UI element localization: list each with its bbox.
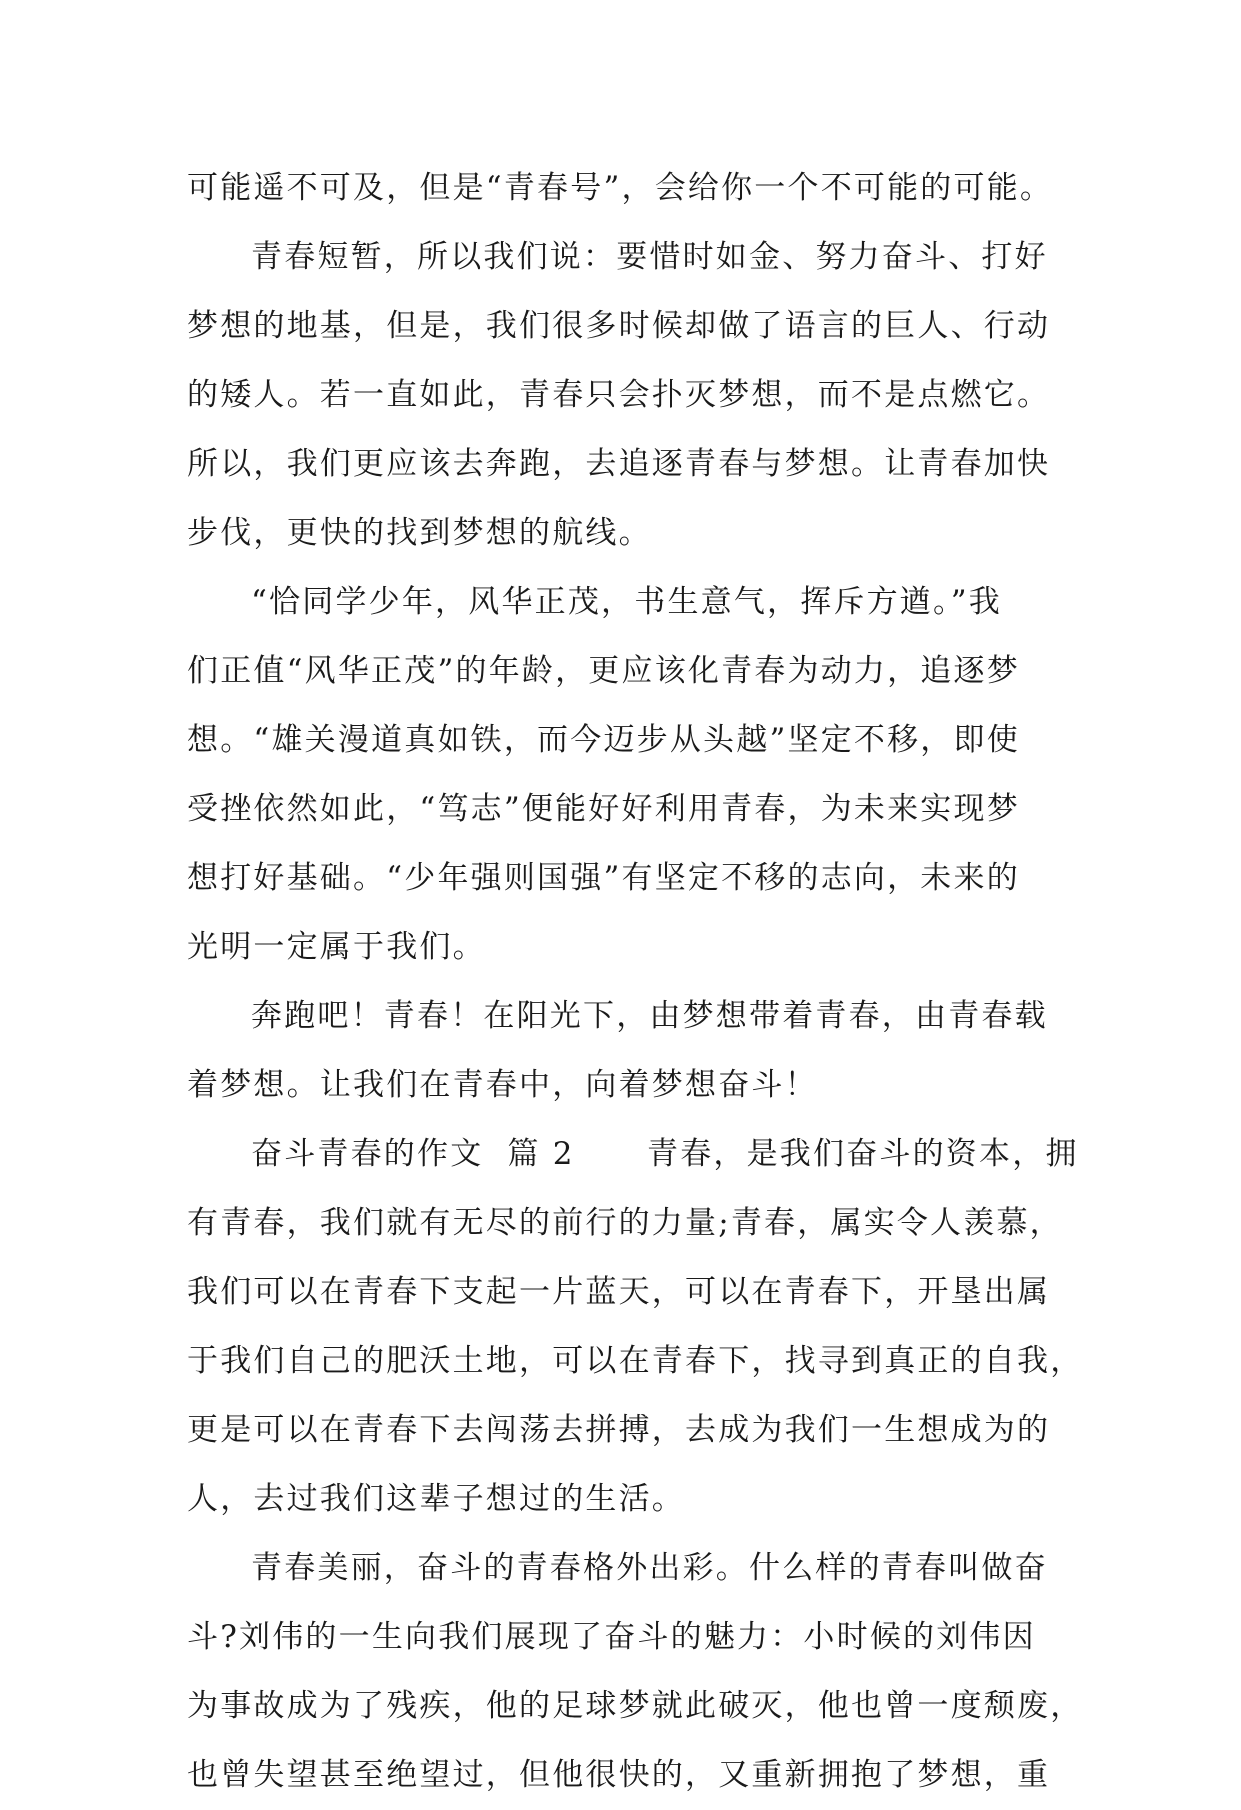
text-line: 奔跑吧！青春！在阳光下，由梦想带着青春，由青春载 xyxy=(251,998,1048,1034)
text-line: 们正值“风华正茂”的年龄，更应该化青春为动力，追逐梦 xyxy=(187,653,1020,689)
text-line: 人，去过我们这辈子想过的生活。 xyxy=(187,1481,685,1517)
text-line: 步伐，更快的找到梦想的航线。 xyxy=(187,515,652,551)
document-body xyxy=(187,154,1084,1810)
text-line: 青春短暂，所以我们说：要惜时如金、努力奋斗、打好 xyxy=(251,239,1048,275)
text-line: 的矮人。若一直如此，青春只会扑灭梦想，而不是点燃它。 xyxy=(187,377,1051,413)
section-heading-line: 奋斗青春的作文 篇 2 青春，是我们奋斗的资本，拥 xyxy=(251,1136,1079,1172)
text-line: 青春美丽，奋斗的青春格外出彩。什么样的青春叫做奋 xyxy=(251,1550,1048,1586)
text-line: 着梦想。让我们在青春中，向着梦想奋斗！ xyxy=(187,1067,818,1103)
text-line: 我们可以在青春下支起一片蓝天，可以在青春下，开垦出属 xyxy=(187,1274,1051,1310)
text-line: 所以，我们更应该去奔跑，去追逐青春与梦想。让青春加快 xyxy=(187,446,1051,482)
text-line: 可能遥不可及，但是“青春号”，会给你一个不可能的可能。 xyxy=(187,170,1054,206)
text-line: 有青春，我们就有无尽的前行的力量;青春，属实令人羡慕， xyxy=(187,1205,1063,1241)
text-line: 想打好基础。“少年强则国强”有坚定不移的志向，未来的 xyxy=(187,860,1020,896)
text-line: 更是可以在青春下去闯荡去拼搏，去成为我们一生想成为的 xyxy=(187,1412,1051,1448)
text-line: 斗?刘伟的一生向我们展现了奋斗的魅力：小时候的刘伟因 xyxy=(187,1619,1036,1655)
text-line: 想。“雄关漫道真如铁，而今迈步从头越”坚定不移，即使 xyxy=(187,722,1020,758)
text-line: “恰同学少年，风华正茂，书生意气，挥斥方遒。”我 xyxy=(251,584,1002,620)
text-line: 也曾失望甚至绝望过，但他很快的，又重新拥抱了梦想，重 xyxy=(187,1757,1051,1793)
text-line: 光明一定属于我们。 xyxy=(187,929,486,965)
text-line: 受挫依然如此，“笃志”便能好好利用青春，为未来实现梦 xyxy=(187,791,1020,827)
text-line: 于我们自己的肥沃土地，可以在青春下，找寻到真正的自我， xyxy=(187,1343,1084,1379)
text-line: 为事故成为了残疾，他的足球梦就此破灭，他也曾一度颓废， xyxy=(187,1688,1084,1724)
text-line: 梦想的地基，但是，我们很多时候却做了语言的巨人、行动 xyxy=(187,308,1051,344)
